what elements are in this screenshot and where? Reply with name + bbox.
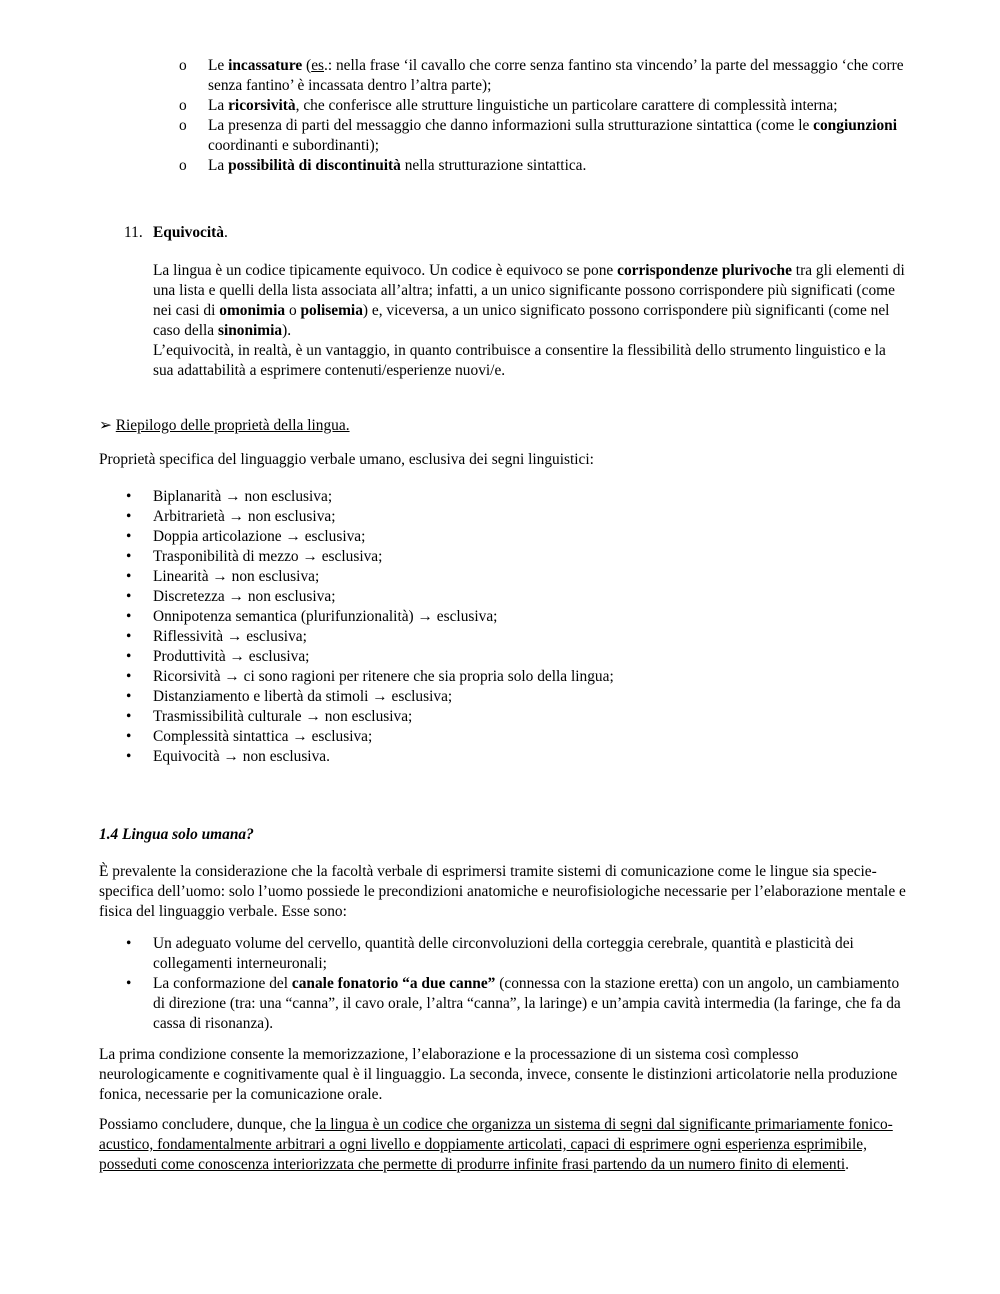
list-item-text: La possibilità di discontinuità nella strutturazione sintattica. <box>208 157 587 174</box>
bullet-icon: • <box>126 748 132 765</box>
bullet-icon: • <box>126 588 132 605</box>
conclusion-definition: la lingua è un codice che organizza un sistema di segni dal significante primariamente fonico-acustico, fondamentalmente arbitrari a ogni livello e doppiamente articolati, capaci di esprimere ogni esperienza esprimibile, posseduti come conoscenza interiorizzata che permette di produrre infinite frasi partendo da un numero finito di elementi <box>99 1116 893 1173</box>
bullet-icon: • <box>126 648 132 665</box>
equivocita-paragraph: La lingua è un codice tipicamente equivoco. Un codice è equivoco se pone corrispondenze plurivoche tra gli elementi di una lista e quelli della lista associata all’altra; infatti, a un unico significante possono corrispondere più significati (come nei casi di omonimia o polisemia) e, viceversa, a un unico significato possono corrispondere più significanti (come nel caso della sinonimia). <box>153 262 905 339</box>
bullet-icon: • <box>126 975 132 992</box>
summary-heading-text: Riepilogo delle proprietà della lingua. <box>115 417 350 434</box>
bullet-icon: • <box>126 935 132 952</box>
property-item: • Distanziamento e libertà da stimoli → esclusiva; <box>126 688 453 705</box>
list-item <box>179 96 909 116</box>
list-item <box>179 116 909 156</box>
list-marker: o <box>179 97 187 114</box>
bullet-icon: • <box>126 668 132 685</box>
property-item: • Equivocità → non esclusiva. <box>126 748 330 765</box>
property-item: • Ricorsività → ci sono ragioni per ritenere che sia propria solo della lingua; <box>126 668 614 685</box>
section-intro-paragraph: È prevalente la considerazione che la facoltà verbale di esprimersi tramite sistemi di comunicazione come le lingue sia specie-specifica dell’uomo: solo l’uomo possiede le precondizioni anatomiche e neurofisiologiche necessarie per l’elaborazione mentale e fisica del linguaggio verbale. Esse sono: <box>99 863 906 920</box>
bullet-icon: • <box>126 688 132 705</box>
property-item: • Doppia articolazione → esclusiva; <box>126 528 366 545</box>
condition-item: • La conformazione del canale fonatorio “a due canne” (connessa con la stazione eretta) con un angolo, un cambiamento di direzione (tra: una “canna”, il cavo orale, l’altra “canna”, la laringe) e un’ampia cavità intermedia (la faringe, che fa da cassa di risonanza). <box>126 975 901 1032</box>
summary-heading <box>99 416 899 436</box>
list-item-text: Le incassature (es.: nella frase ‘il cavallo che corre senza fantino sta vincendo’ la parte del messaggio ‘che corre senza fantino’ è incassata dentro l’altra parte); <box>208 57 904 94</box>
property-item: • Riflessività → esclusiva; <box>126 628 307 645</box>
properties-list <box>126 487 916 767</box>
list-marker: o <box>179 117 187 134</box>
item-number: 11. <box>124 224 143 241</box>
conditions-explanation-paragraph: La prima condizione consente la memorizzazione, l’elaborazione e la processazione di un sistema così complesso neurologicamente e cognitivamente qual è il linguaggio. La seconda, invece, consente le distinzioni articolatorie nella produzione fonica, necessarie per la comunicazione orale. <box>99 1046 898 1103</box>
property-item: • Biplanarità → non esclusiva; <box>126 488 333 505</box>
property-item: • Trasmissibilità culturale → non esclusiva; <box>126 708 413 725</box>
item-title: Equivocità. <box>153 224 228 241</box>
equivocita-body <box>153 261 905 381</box>
list-item-text: La presenza di parti del messaggio che danno informazioni sulla strutturazione sintattica (come le congiunzioni coordinanti e subordinanti); <box>208 117 897 154</box>
property-item: • Trasponibilità di mezzo → esclusiva; <box>126 548 383 565</box>
property-item: • Complessità sintattica → esclusiva; <box>126 728 373 745</box>
section-title: 1.4 Lingua solo umana? <box>99 826 254 843</box>
list-item <box>179 156 909 176</box>
list-marker: o <box>179 57 187 74</box>
property-item: • Linearità → non esclusiva; <box>126 568 320 585</box>
conclusion-paragraph: Possiamo concludere, dunque, che la lingua è un codice che organizza un sistema di segni dal significante primariamente fonico-acustico, fondamentalmente arbitrari a ogni livello e doppiamente articolati, capaci di esprimere ogni esperienza esprimibile, posseduti come conoscenza interiorizzata che permette di produrre infinite frasi partendo da un numero finito di elementi. <box>99 1116 893 1173</box>
bullet-icon: • <box>126 568 132 585</box>
syntax-features-list <box>179 56 909 176</box>
equivocita-advantage-paragraph: L’equivocità, in realtà, è un vantaggio, in quanto contribuisce a consentire la flessibilità dello strumento linguistico e la sua adattabilità a esprimere contenuti/esperienze nuovi/e. <box>153 342 886 379</box>
properties-intro: Proprietà specifica del linguaggio verbale umano, esclusiva dei segni linguistici: <box>99 451 594 468</box>
list-item <box>179 56 909 96</box>
bullet-icon: • <box>126 728 132 745</box>
list-marker: o <box>179 157 187 174</box>
condition-item: • Un adeguato volume del cervello, quantità delle circonvoluzioni della corteggia cerebrale, quantità e plasticità dei collegamenti interneuronali; <box>126 935 854 972</box>
bullet-icon: • <box>126 528 132 545</box>
property-item: • Arbitrarietà → non esclusiva; <box>126 508 336 525</box>
bullet-icon: • <box>126 628 132 645</box>
bullet-icon: • <box>126 708 132 725</box>
bullet-icon: • <box>126 608 132 625</box>
bullet-icon: • <box>126 488 132 505</box>
bullet-icon: • <box>126 508 132 525</box>
property-item: • Onnipotenza semantica (plurifunzionalità) → esclusiva; <box>126 608 498 625</box>
arrow-bullet-icon: ➢ <box>99 417 112 434</box>
list-item-text: La ricorsività, che conferisce alle strutture linguistiche un particolare carattere di complessità interna; <box>208 97 838 114</box>
property-item: • Produttività → esclusiva; <box>126 648 310 665</box>
property-item: • Discretezza → non esclusiva; <box>126 588 336 605</box>
bullet-icon: • <box>126 548 132 565</box>
conditions-list <box>126 934 911 1034</box>
